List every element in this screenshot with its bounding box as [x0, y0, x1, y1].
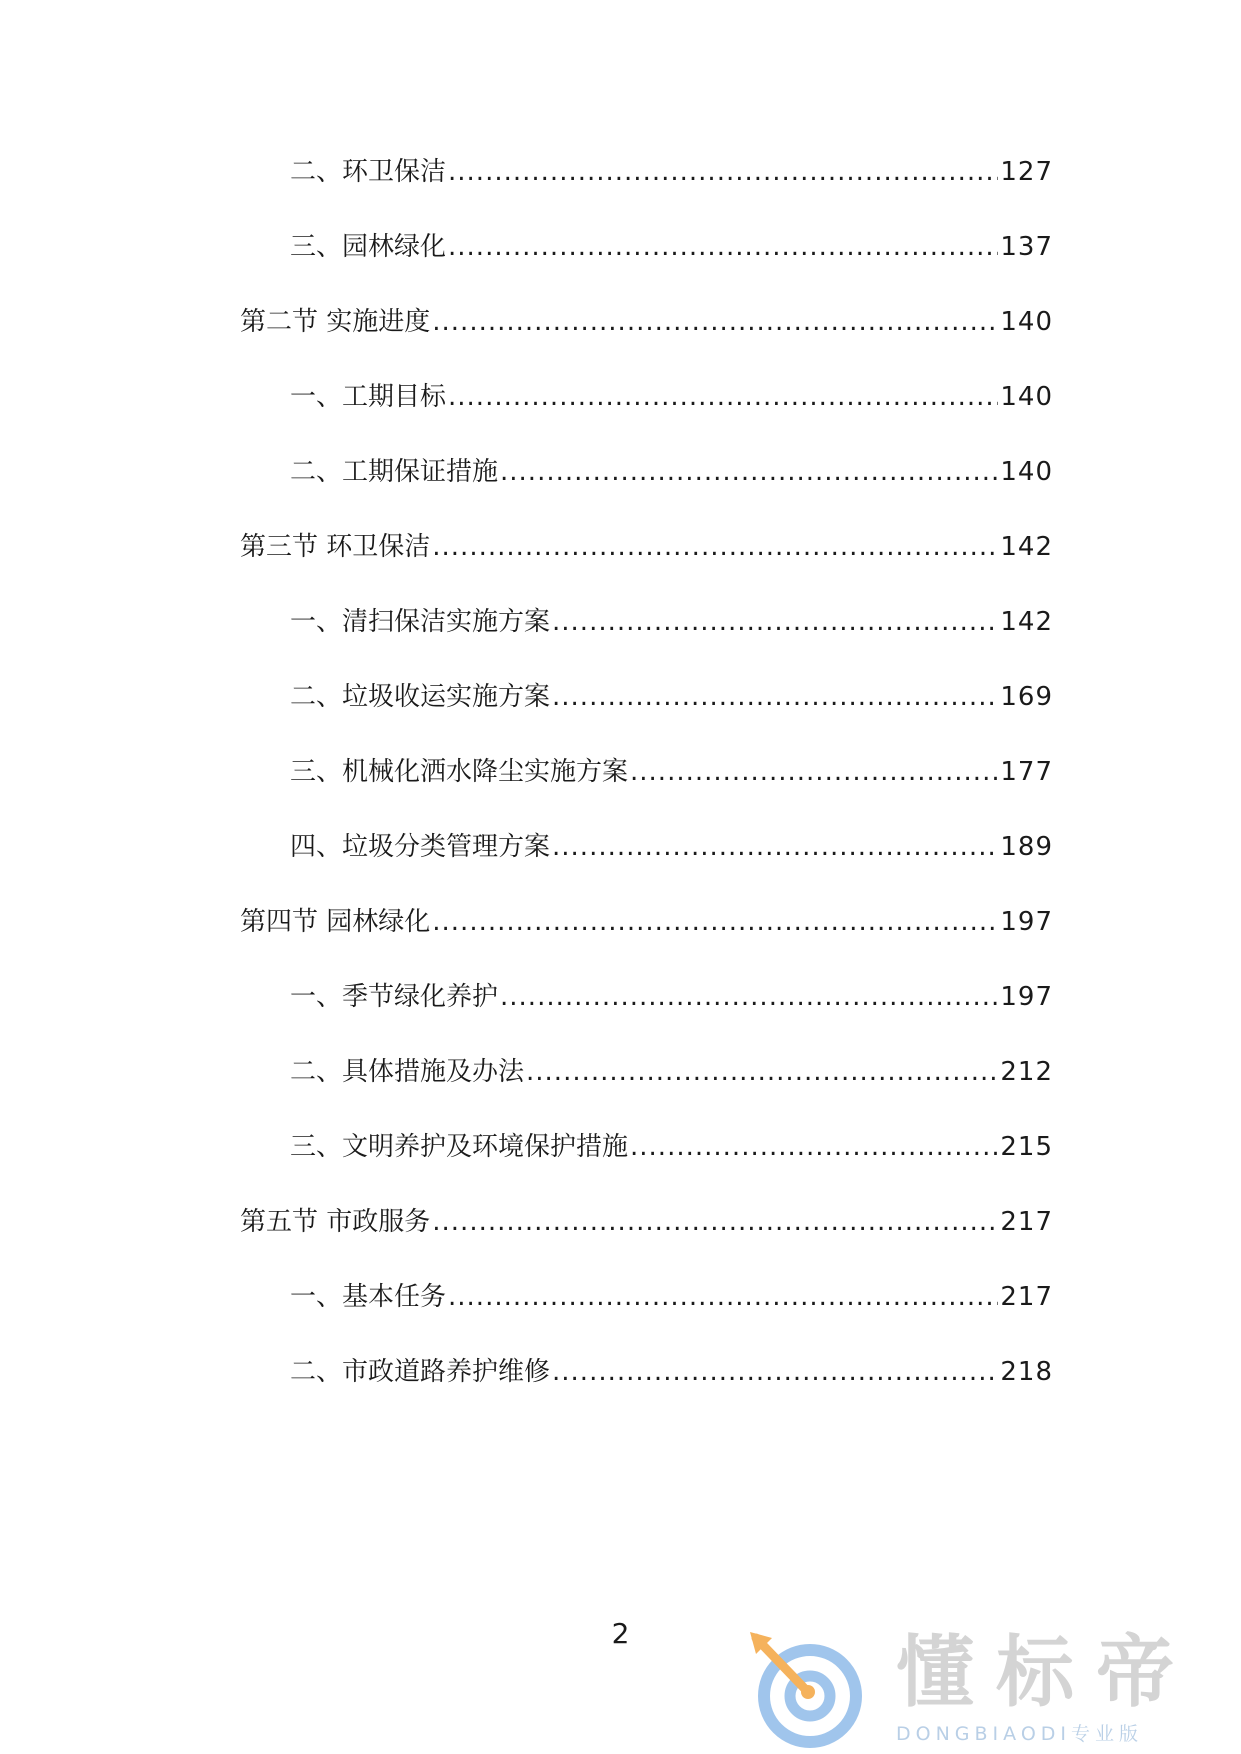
toc-entry[interactable]: [290, 377, 1053, 417]
toc-section-entry[interactable]: [240, 527, 1053, 567]
watermark-subtitle: DONGBIAODI专业版: [896, 1723, 1144, 1745]
toc-entry[interactable]: [290, 677, 1053, 717]
toc-dot-leader: [552, 1352, 998, 1392]
toc-dot-leader: [448, 377, 998, 417]
toc-entry[interactable]: [290, 977, 1053, 1017]
toc-dot-leader: [432, 527, 998, 567]
toc-entry[interactable]: [290, 1127, 1053, 1167]
toc-entry-title: 二、环卫保洁: [290, 157, 447, 187]
toc-entry[interactable]: [290, 152, 1053, 192]
toc-dot-leader: [500, 452, 998, 492]
toc-dot-leader: [526, 1052, 998, 1092]
toc-entry-title: 一、基本任务: [290, 1282, 447, 1312]
toc-entry-page: 140: [1000, 382, 1053, 412]
toc-entry-page: 218: [1000, 1357, 1053, 1387]
toc-entry-page: 197: [1000, 907, 1053, 937]
target-arrow-icon: [748, 1630, 868, 1748]
toc-entry-title: 一、清扫保洁实施方案: [290, 607, 551, 637]
toc-dot-leader: [500, 977, 998, 1017]
toc-dot-leader: [432, 1202, 998, 1242]
toc-section-entry[interactable]: [240, 902, 1053, 942]
toc-entry-title: 一、季节绿化养护: [290, 982, 499, 1012]
toc-entry-title: 二、市政道路养护维修: [290, 1357, 551, 1387]
toc-entry-title: 三、机械化洒水降尘实施方案: [290, 757, 629, 787]
toc-dot-leader: [432, 902, 998, 942]
toc-entry[interactable]: [290, 827, 1053, 867]
toc-dot-leader: [448, 152, 998, 192]
toc-entry-title: 二、垃圾收运实施方案: [290, 682, 551, 712]
toc-entry-page: 140: [1000, 457, 1053, 487]
watermark-brand-text: 懂标帝: [896, 1628, 1197, 1718]
brand-watermark: [748, 1626, 1228, 1750]
toc-entry[interactable]: [290, 1052, 1053, 1092]
toc-entry-title: 三、文明养护及环境保护措施: [290, 1132, 629, 1162]
toc-entry[interactable]: [290, 602, 1053, 642]
toc-entry-title: 二、具体措施及办法: [290, 1057, 525, 1087]
toc-dot-leader: [432, 302, 998, 342]
toc-entry[interactable]: [290, 752, 1053, 792]
toc-entry-page: 127: [1000, 157, 1053, 187]
toc-dot-leader: [448, 227, 998, 267]
toc-entry-title: 二、工期保证措施: [290, 457, 499, 487]
page-number: 2: [611, 1617, 630, 1650]
toc-entry[interactable]: [290, 227, 1053, 267]
toc-entry-page: 137: [1000, 232, 1053, 262]
toc-entry-page: 142: [1000, 532, 1053, 562]
toc-entry-page: 169: [1000, 682, 1053, 712]
toc-entry-page: 189: [1000, 832, 1053, 862]
toc-entry-page: 197: [1000, 982, 1053, 1012]
toc-entry-title: 四、垃圾分类管理方案: [290, 832, 551, 862]
toc-entry-title: 三、园林绿化: [290, 232, 447, 262]
toc-dot-leader: [448, 1277, 998, 1317]
toc-entry-title: 第三节 环卫保洁: [240, 532, 431, 562]
toc-entry-title: 第二节 实施进度: [240, 307, 431, 337]
toc-entry-page: 177: [1000, 757, 1053, 787]
toc-dot-leader: [630, 1127, 998, 1167]
toc-entry-page: 217: [1000, 1207, 1053, 1237]
toc-section-entry[interactable]: [240, 302, 1053, 342]
toc-entry[interactable]: [290, 1277, 1053, 1317]
toc-dot-leader: [552, 602, 998, 642]
toc-entry-page: 217: [1000, 1282, 1053, 1312]
toc-dot-leader: [552, 677, 998, 717]
toc-entry-page: 212: [1000, 1057, 1053, 1087]
toc-entry[interactable]: [290, 452, 1053, 492]
toc-entry-page: 140: [1000, 307, 1053, 337]
toc-dot-leader: [552, 827, 998, 867]
toc-section-entry[interactable]: [240, 1202, 1053, 1242]
toc-entry-page: 215: [1000, 1132, 1053, 1162]
toc-dot-leader: [630, 752, 998, 792]
toc-entry-page: 142: [1000, 607, 1053, 637]
toc-entry-title: 第五节 市政服务: [240, 1207, 431, 1237]
toc-entry-title: 第四节 园林绿化: [240, 907, 431, 937]
toc-entry-title: 一、工期目标: [290, 382, 447, 412]
toc-entry[interactable]: [290, 1352, 1053, 1392]
